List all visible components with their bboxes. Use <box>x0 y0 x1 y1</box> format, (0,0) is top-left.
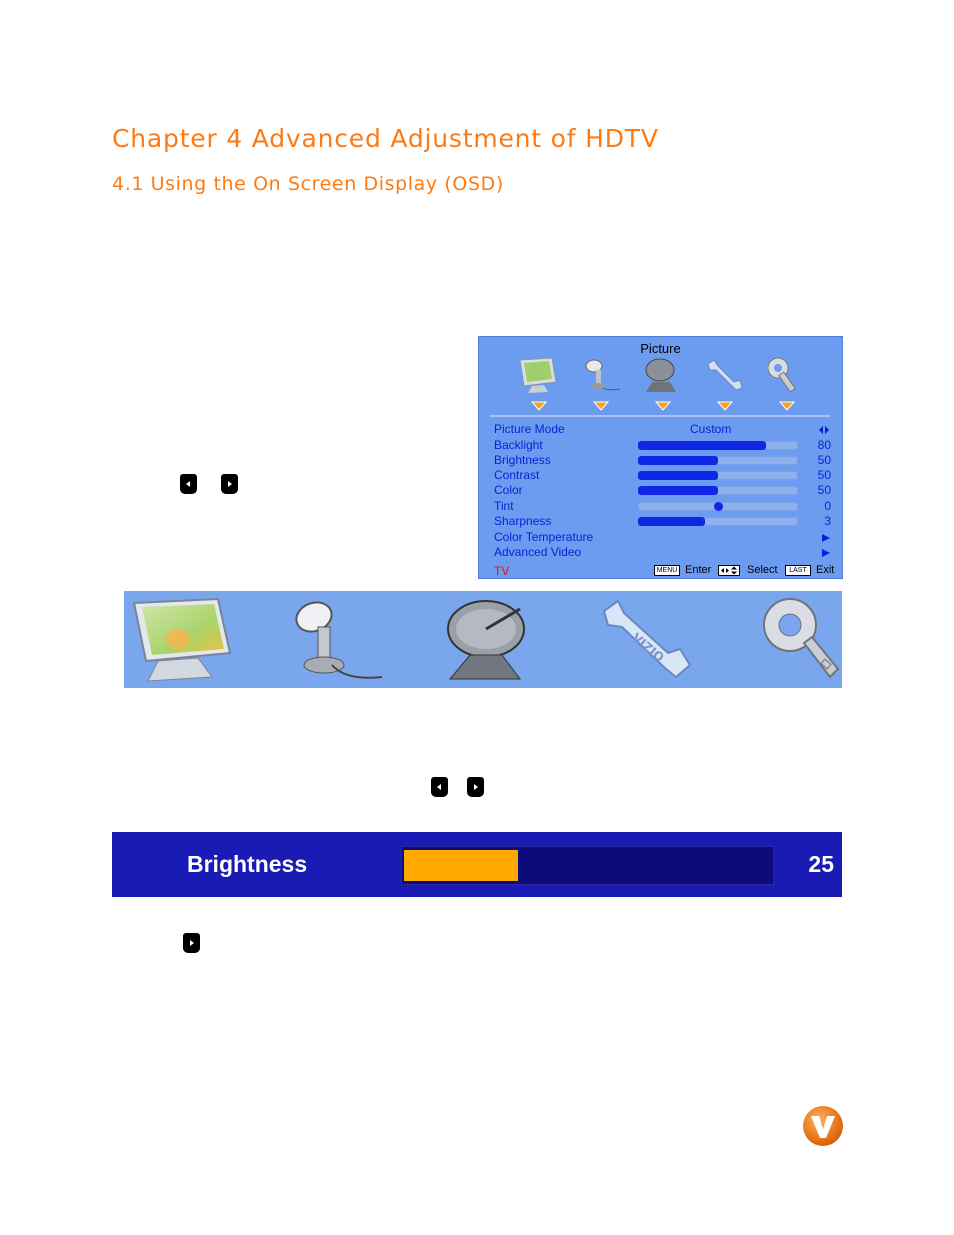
source-label: TV <box>494 564 510 578</box>
slider-fill <box>638 471 718 480</box>
osd-row-color[interactable] <box>494 483 523 498</box>
contrast-value: 50 <box>817 468 831 482</box>
brightness-bar-track[interactable] <box>401 846 774 885</box>
picture-icon <box>516 356 560 394</box>
osd-title: Picture <box>640 341 681 356</box>
menu-down-arrow-icon <box>717 399 733 411</box>
submenu-arrow-icon <box>822 549 830 557</box>
audio-icon <box>578 356 622 394</box>
osd-row-backlight[interactable] <box>494 438 543 453</box>
menu-down-arrow-icon <box>779 399 795 411</box>
vizio-logo-icon <box>802 1105 844 1147</box>
submenu-arrow-icon <box>822 534 830 542</box>
row-label: Sharpness <box>494 514 552 528</box>
menu-key-icon: MENU <box>654 565 680 576</box>
section-title: 4.1 Using the On Screen Display (OSD) <box>112 173 504 195</box>
chapter-title: Chapter 4 Advanced Adjustment of HDTV <box>112 124 659 153</box>
row-label: Color <box>494 483 523 497</box>
osd-row-sharpness[interactable] <box>494 514 551 529</box>
row-label: Color Temperature <box>494 530 594 544</box>
row-label: Picture Mode <box>494 422 565 436</box>
slider-fill <box>638 486 718 495</box>
osd-row-brightness[interactable] <box>494 453 551 468</box>
brightness-value: 50 <box>817 453 831 467</box>
backlight-slider[interactable] <box>638 441 798 450</box>
osd-row-contrast[interactable] <box>494 468 539 483</box>
osd-row-advanced-video[interactable] <box>494 545 581 560</box>
exit-label: Exit <box>816 564 835 576</box>
sharpness-value: 3 <box>824 514 831 528</box>
row-label: Advanced Video <box>494 545 582 559</box>
slider-fill <box>638 517 705 526</box>
row-label: Tint <box>494 499 514 513</box>
tv-antenna-icon <box>640 356 684 394</box>
slider-fill <box>638 441 766 450</box>
brightness-adjustment-bar <box>112 832 842 897</box>
tint-value: 0 <box>824 499 831 513</box>
select-label: Select <box>747 564 778 576</box>
osd-icon-strip <box>124 591 842 688</box>
left-arrow-key-icon <box>431 777 448 797</box>
brightness-slider[interactable] <box>638 456 798 465</box>
row-label: Backlight <box>494 438 543 452</box>
nav-keys-icon <box>718 565 740 576</box>
osd-row-color-temperature[interactable] <box>494 530 593 545</box>
brightness-label: Brightness <box>187 851 308 877</box>
last-key-icon: LAST <box>785 565 811 576</box>
brightness-bar-fill <box>404 850 518 881</box>
contrast-slider[interactable] <box>638 471 798 480</box>
osd-picture-menu <box>478 336 843 579</box>
osd-divider <box>490 415 830 417</box>
right-arrow-key-icon <box>183 933 200 953</box>
menu-down-arrow-icon <box>655 399 671 411</box>
setup-wrench-icon <box>702 356 746 394</box>
left-arrow-key-icon <box>180 474 197 494</box>
row-label: Contrast <box>494 468 540 482</box>
color-slider[interactable] <box>638 486 798 495</box>
left-right-arrow-icon <box>819 426 829 434</box>
parental-key-icon <box>764 356 808 394</box>
brightness-bar-value: 25 <box>808 851 834 877</box>
setup-wrench-icon[interactable] <box>596 595 706 685</box>
menu-down-arrow-icon <box>531 399 547 411</box>
picture-mode-value: Custom <box>690 422 732 436</box>
osd-row-tint[interactable] <box>494 499 514 514</box>
row-label: Brightness <box>494 453 551 467</box>
right-arrow-key-icon <box>467 777 484 797</box>
osd-row-picture-mode[interactable] <box>494 422 565 437</box>
color-value: 50 <box>817 483 831 497</box>
slider-knob <box>714 502 723 511</box>
parental-key-icon[interactable] <box>752 595 842 685</box>
audio-icon[interactable] <box>284 595 394 685</box>
tint-slider[interactable] <box>638 502 798 511</box>
slider-fill <box>638 456 718 465</box>
sharpness-slider[interactable] <box>638 517 798 526</box>
wrench-brand-text: VIZIO <box>629 630 667 665</box>
enter-label: Enter <box>685 564 712 576</box>
picture-icon[interactable] <box>128 595 238 685</box>
tv-antenna-icon[interactable] <box>440 595 550 685</box>
backlight-value: 80 <box>817 438 831 452</box>
right-arrow-key-icon <box>221 474 238 494</box>
menu-down-arrow-icon <box>593 399 609 411</box>
